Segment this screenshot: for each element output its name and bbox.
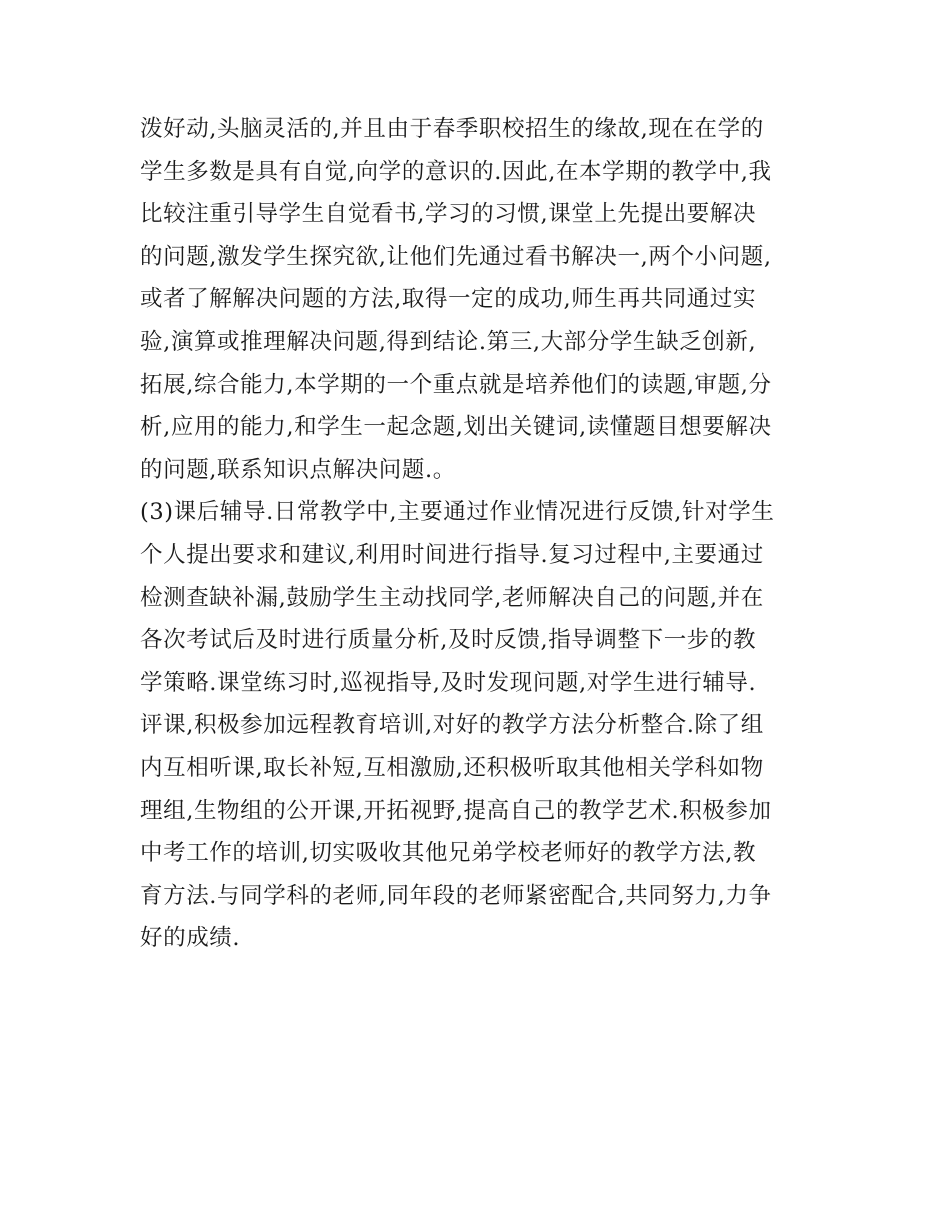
text-line: 评课,积极参加远程教育培训,对好的教学方法分析整合.除了组 [140,712,764,739]
text-line: 拓展,综合能力,本学期的一个重点就是培养他们的读题,审题,分 [140,371,772,398]
text-line: 的问题,激发学生探究欲,让他们先通过看书解决一,两个小问题, [140,243,772,270]
text-line: 析,应用的能力,和学生一起念题,划出关键词,读懂题目想要解决 [140,414,772,441]
text-line: 内互相听课,取长补短,互相激励,还积极听取其他相关学科如物 [140,754,764,781]
text-line: 验,演算或推理解决问题,得到结论.第三,大部分学生缺乏创新, [140,328,757,355]
text-line: 育方法.与同学科的老师,同年段的老师紧密配合,共同努力,力争 [140,882,772,909]
text-line: 理组,生物组的公开课,开拓视野,提高自己的教学艺术.积极参加 [140,797,772,824]
text-line: 各次考试后及时进行质量分析,及时反馈,指导调整下一步的教 [140,627,757,654]
body-text [140,108,820,960]
text-line: 泼好动,头脑灵活的,并且由于春季职校招生的缘故,现在在学的 [140,116,764,142]
text-line: 好的成绩. [140,925,241,952]
text-line: 检测查缺补漏,鼓励学生主动找同学,老师解决自己的问题,并在 [140,584,764,611]
text-line: 比较注重引导学生自觉看书,学习的习惯,课堂上先提出要解决 [140,201,757,228]
text-line: 学策略.课堂练习时,巡视指导,及时发现问题,对学生进行辅导. [140,669,757,696]
text-line: 学生多数是具有自觉,向学的意识的.因此,在本学期的教学中,我 [140,158,772,185]
text-line: 或者了解解决问题的方法,取得一定的成功,师生再共同通过实 [140,286,757,313]
text-line: 中考工作的培训,切实吸收其他兄弟学校老师好的教学方法,教 [140,840,757,867]
text-line: (3)课后辅导.日常教学中,主要通过作业情况进行反馈,针对学生 [140,499,775,526]
text-line: 的问题,联系知识点解决问题.。 [140,456,456,483]
text-line: 个人提出要求和建议,利用时间进行指导.复习过程中,主要通过 [140,541,764,568]
